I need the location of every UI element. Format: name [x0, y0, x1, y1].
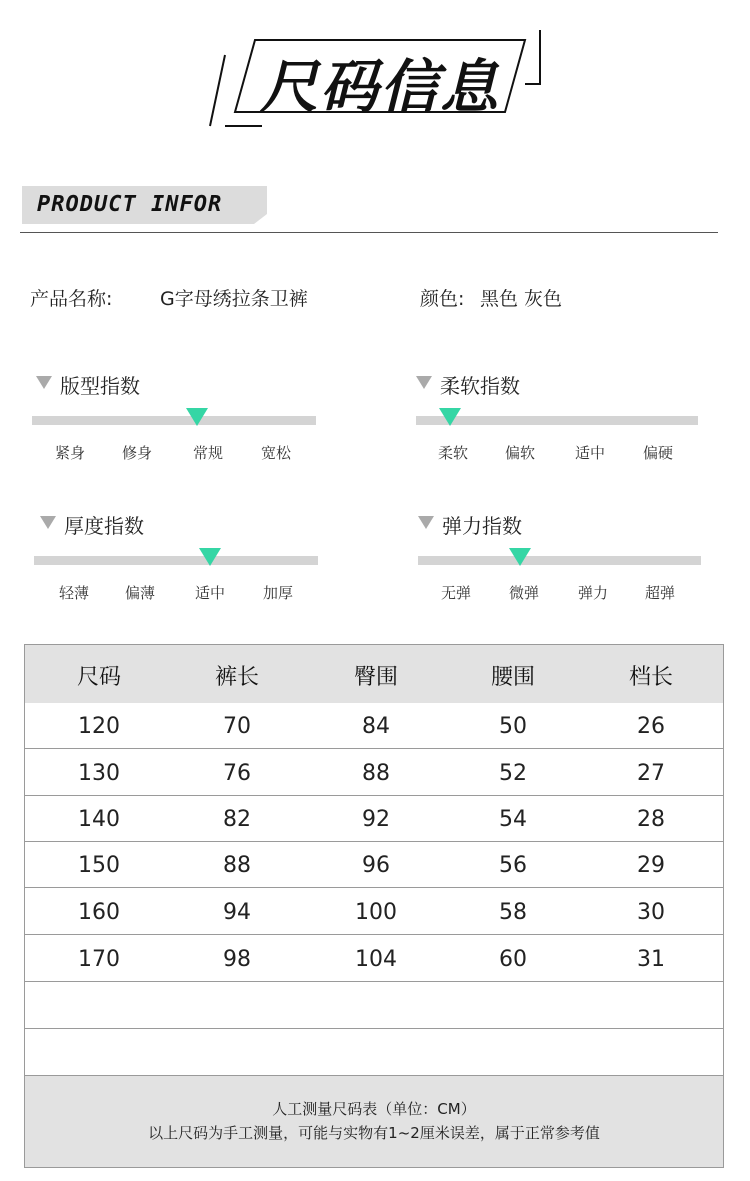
triangle-down-icon: [36, 376, 52, 389]
cell-hip: 92: [362, 807, 390, 832]
thickness-index-title: 厚度指数: [64, 514, 144, 538]
cell-waist: 60: [499, 947, 527, 972]
cell-hip: 104: [355, 947, 397, 972]
thickness-index-option: 偏薄: [124, 584, 155, 602]
thickness-index-option: 轻薄: [58, 584, 89, 602]
cell-rise: 28: [637, 807, 665, 832]
cell-waist: 58: [499, 900, 527, 925]
product-name-label: 产品名称:: [30, 288, 113, 310]
fit-index-option: 常规: [192, 444, 223, 462]
softness-index-option: 适中: [574, 444, 605, 462]
product-name-value: G字母绣拉条卫裤: [160, 288, 308, 310]
elasticity-index-option: 微弹: [508, 584, 539, 602]
row-divider: [25, 981, 723, 982]
page-title: 尺码信息: [259, 53, 500, 121]
cell-size: 120: [78, 714, 120, 739]
column-header: 腰围: [490, 665, 535, 690]
triangle-down-icon: [416, 376, 432, 389]
cell-rise: 29: [637, 853, 665, 878]
column-header: 臀围: [353, 665, 398, 690]
product-color-value: 黑色 灰色: [480, 288, 563, 310]
row-divider: [25, 934, 723, 935]
row-divider: [25, 795, 723, 796]
fit-index-title: 版型指数: [60, 374, 140, 398]
cell-waist: 56: [499, 853, 527, 878]
softness-index-option: 偏硬: [642, 444, 673, 462]
softness-index-title: 柔软指数: [440, 374, 520, 398]
thickness-index-marker: [199, 548, 221, 566]
section-divider: [20, 232, 718, 233]
row-divider: [25, 1028, 723, 1029]
fit-index-option: 紧身: [54, 444, 85, 462]
cell-rise: 27: [637, 761, 665, 786]
row-divider: [25, 841, 723, 842]
softness-index-marker: [439, 408, 461, 426]
column-header: 档长: [628, 665, 673, 690]
column-header: 尺码: [76, 665, 121, 690]
cell-size: 130: [78, 761, 120, 786]
cell-size: 160: [78, 900, 120, 925]
cell-pants-length: 70: [223, 714, 251, 739]
fit-index-track: [32, 416, 316, 425]
elasticity-index-title: 弹力指数: [442, 514, 522, 538]
cell-hip: 84: [362, 714, 390, 739]
cell-rise: 30: [637, 900, 665, 925]
cell-pants-length: 88: [223, 853, 251, 878]
cell-rise: 31: [637, 947, 665, 972]
section-label: PRODUCT INFOR: [37, 192, 223, 217]
cell-pants-length: 82: [223, 807, 251, 832]
elasticity-index-option: 无弹: [440, 584, 471, 602]
row-divider: [25, 1075, 723, 1076]
softness-index-option: 偏软: [504, 444, 535, 462]
thickness-index-option: 加厚: [262, 584, 293, 602]
cell-hip: 88: [362, 761, 390, 786]
column-header: 裤长: [214, 665, 259, 690]
elasticity-index-option: 弹力: [577, 584, 608, 602]
softness-index-option: 柔软: [437, 444, 468, 462]
table-unit-note: 人工测量尺码表（单位：CM）: [272, 1100, 476, 1118]
product-color-label: 颜色:: [420, 288, 465, 310]
cell-pants-length: 76: [223, 761, 251, 786]
cell-size: 170: [78, 947, 120, 972]
cell-pants-length: 94: [223, 900, 251, 925]
title-banner: [0, 0, 750, 160]
cell-size: 150: [78, 853, 120, 878]
triangle-down-icon: [40, 516, 56, 529]
cell-hip: 96: [362, 853, 390, 878]
elasticity-index-marker: [509, 548, 531, 566]
cell-waist: 50: [499, 714, 527, 739]
table-disclaimer: 以上尺码为手工测量，可能与实物有1~2厘米误差，属于正常参考值: [148, 1124, 600, 1142]
thickness-index-track: [34, 556, 318, 565]
cell-waist: 54: [499, 807, 527, 832]
fit-index-option: 修身: [121, 444, 152, 462]
cell-hip: 100: [355, 900, 397, 925]
fit-index-marker: [186, 408, 208, 426]
row-divider: [25, 887, 723, 888]
thickness-index-option: 适中: [194, 584, 225, 602]
cell-waist: 52: [499, 761, 527, 786]
cell-rise: 26: [637, 714, 665, 739]
cell-pants-length: 98: [223, 947, 251, 972]
fit-index-option: 宽松: [260, 444, 291, 462]
row-divider: [25, 748, 723, 749]
triangle-down-icon: [418, 516, 434, 529]
cell-size: 140: [78, 807, 120, 832]
elasticity-index-option: 超弹: [644, 584, 675, 602]
elasticity-index-track: [418, 556, 701, 565]
